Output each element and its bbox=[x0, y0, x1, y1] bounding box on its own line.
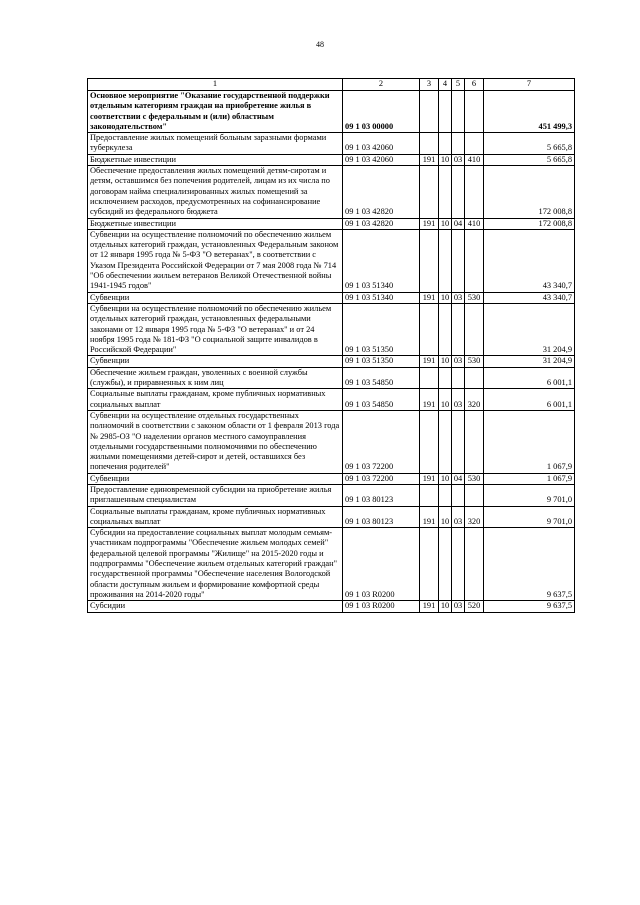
table-row bbox=[88, 218, 575, 229]
row-col3: 191 bbox=[420, 506, 439, 528]
row-col4: 10 bbox=[439, 292, 452, 303]
row-col3: 191 bbox=[420, 356, 439, 367]
row-col3 bbox=[420, 303, 439, 355]
row-col5 bbox=[452, 484, 465, 506]
row-col5: 03 bbox=[452, 292, 465, 303]
row-col4 bbox=[439, 303, 452, 355]
header-col-1: 1 bbox=[88, 79, 343, 91]
row-col4 bbox=[439, 91, 452, 133]
row-name: Субвенции на осуществление отдельных государственных полномочий в соответствии с законом области от 1 февраля 2013 года № 2985-ОЗ "О наделении органов местного самоуправления отдельными государственными полномочиями по обеспечению жилыми помещениями детей-сирот и детей, оставшихся без попечения родителей" bbox=[88, 410, 343, 473]
row-col5: 03 bbox=[452, 389, 465, 411]
row-col6 bbox=[465, 166, 484, 218]
row-col4: 10 bbox=[439, 601, 452, 612]
row-col4: 10 bbox=[439, 506, 452, 528]
row-col6 bbox=[465, 410, 484, 473]
row-col6 bbox=[465, 367, 484, 389]
table-row bbox=[88, 367, 575, 389]
header-col-7: 7 bbox=[484, 79, 575, 91]
header-col-5: 5 bbox=[452, 79, 465, 91]
row-col3 bbox=[420, 166, 439, 218]
row-col4 bbox=[439, 166, 452, 218]
row-col5 bbox=[452, 367, 465, 389]
row-sum: 9 701,0 bbox=[484, 506, 575, 528]
row-sum: 451 499,3 bbox=[484, 91, 575, 133]
row-sum: 9 637,5 bbox=[484, 601, 575, 612]
row-col3 bbox=[420, 367, 439, 389]
row-sum: 6 001,1 bbox=[484, 389, 575, 411]
row-code: 09 1 03 80123 bbox=[343, 484, 420, 506]
row-col6 bbox=[465, 229, 484, 292]
row-col3 bbox=[420, 528, 439, 601]
row-code: 09 1 03 42820 bbox=[343, 166, 420, 218]
row-col3: 191 bbox=[420, 292, 439, 303]
row-col3: 191 bbox=[420, 473, 439, 484]
row-sum: 1 067,9 bbox=[484, 410, 575, 473]
table-row bbox=[88, 356, 575, 367]
row-sum: 172 008,8 bbox=[484, 166, 575, 218]
row-col3 bbox=[420, 410, 439, 473]
row-code: 09 1 03 00000 bbox=[343, 91, 420, 133]
table-row bbox=[88, 389, 575, 411]
row-code: 09 1 03 51340 bbox=[343, 292, 420, 303]
row-col5: 03 bbox=[452, 601, 465, 612]
row-col4 bbox=[439, 133, 452, 155]
row-col4 bbox=[439, 410, 452, 473]
row-sum: 172 008,8 bbox=[484, 218, 575, 229]
row-col6: 530 bbox=[465, 473, 484, 484]
table-row bbox=[88, 410, 575, 473]
row-col5 bbox=[452, 528, 465, 601]
row-col5 bbox=[452, 166, 465, 218]
row-col5: 04 bbox=[452, 218, 465, 229]
row-code: 09 1 03 54850 bbox=[343, 367, 420, 389]
row-col4: 10 bbox=[439, 389, 452, 411]
row-col6: 520 bbox=[465, 601, 484, 612]
row-col6 bbox=[465, 91, 484, 133]
row-sum: 1 067,9 bbox=[484, 473, 575, 484]
row-col5 bbox=[452, 91, 465, 133]
row-col3: 191 bbox=[420, 389, 439, 411]
row-name: Социальные выплаты гражданам, кроме публичных нормативных социальных выплат bbox=[88, 506, 343, 528]
header-col-2: 2 bbox=[343, 79, 420, 91]
row-col4 bbox=[439, 367, 452, 389]
row-col6: 530 bbox=[465, 292, 484, 303]
row-col6 bbox=[465, 484, 484, 506]
page-number: 48 bbox=[316, 40, 324, 49]
row-name: Предоставление единовременной субсидии на приобретение жилья приглашенным специалистам bbox=[88, 484, 343, 506]
row-col5 bbox=[452, 229, 465, 292]
row-sum: 5 665,8 bbox=[484, 133, 575, 155]
table-row bbox=[88, 303, 575, 355]
row-col3 bbox=[420, 229, 439, 292]
row-code: 09 1 03 R0200 bbox=[343, 528, 420, 601]
row-sum: 5 665,8 bbox=[484, 154, 575, 165]
row-sum: 9 637,5 bbox=[484, 528, 575, 601]
table-row bbox=[88, 91, 575, 133]
row-name: Субсидии bbox=[88, 601, 343, 612]
table-row bbox=[88, 229, 575, 292]
row-name: Предоставление жилых помещений больным заразными формами туберкулеза bbox=[88, 133, 343, 155]
row-sum: 6 001,1 bbox=[484, 367, 575, 389]
row-name: Основное мероприятие "Оказание государственной поддержки отдельным категориям граждан на приобретение жилья в соответствии с федеральным и (или) областным законодательством" bbox=[88, 91, 343, 133]
row-code: 09 1 03 51350 bbox=[343, 356, 420, 367]
row-col4 bbox=[439, 528, 452, 601]
row-col5: 04 bbox=[452, 473, 465, 484]
row-col3: 191 bbox=[420, 218, 439, 229]
row-code: 09 1 03 54850 bbox=[343, 389, 420, 411]
row-col4: 10 bbox=[439, 473, 452, 484]
table-row bbox=[88, 166, 575, 218]
header-col-4: 4 bbox=[439, 79, 452, 91]
row-col6 bbox=[465, 303, 484, 355]
row-col4: 10 bbox=[439, 154, 452, 165]
row-sum: 9 701,0 bbox=[484, 484, 575, 506]
row-name: Бюджетные инвестиции bbox=[88, 154, 343, 165]
row-code: 09 1 03 80123 bbox=[343, 506, 420, 528]
row-col6: 530 bbox=[465, 356, 484, 367]
row-col6: 410 bbox=[465, 218, 484, 229]
row-col3: 191 bbox=[420, 154, 439, 165]
table-row bbox=[88, 292, 575, 303]
row-code: 09 1 03 51340 bbox=[343, 229, 420, 292]
row-code: 09 1 03 42820 bbox=[343, 218, 420, 229]
row-col4 bbox=[439, 229, 452, 292]
row-col3 bbox=[420, 484, 439, 506]
row-col6: 320 bbox=[465, 506, 484, 528]
row-col3 bbox=[420, 91, 439, 133]
table-header-row bbox=[88, 79, 575, 91]
row-code: 09 1 03 72200 bbox=[343, 473, 420, 484]
row-col6: 410 bbox=[465, 154, 484, 165]
row-name: Субвенции bbox=[88, 356, 343, 367]
table-row bbox=[88, 473, 575, 484]
row-name: Бюджетные инвестиции bbox=[88, 218, 343, 229]
row-name: Субвенции bbox=[88, 292, 343, 303]
budget-table bbox=[87, 78, 575, 613]
table-row bbox=[88, 601, 575, 612]
row-name: Обеспечение жильем граждан, уволенных с военной службы (службы), и приравненных к ним лиц bbox=[88, 367, 343, 389]
row-code: 09 1 03 51350 bbox=[343, 303, 420, 355]
row-col5: 03 bbox=[452, 356, 465, 367]
row-col6: 320 bbox=[465, 389, 484, 411]
row-name: Субвенции на осуществление полномочий по обеспечению жильем отдельных категорий граждан, установленных федеральными законами от 12 января 1995 года № 5-ФЗ "О ветеранах" и от 24 ноября 1995 года № 181-ФЗ "О социальной защите инвалидов в Российской Федерации" bbox=[88, 303, 343, 355]
row-code: 09 1 03 72200 bbox=[343, 410, 420, 473]
row-name: Субсидии на предоставление социальных выплат молодым семьям-участникам подпрограммы "Обеспечение жильем молодых семей" федеральной целевой программы "Жилище" на 2015-2020 годы и подпрограммы "Обеспечение жильем отдельных категорий граждан" государственной программы "Обеспечение населения Вологодской области доступным жильем и формирование комфортной среды проживания на 2014-2020 годы" bbox=[88, 528, 343, 601]
row-name: Обеспечение предоставления жилых помещений детям-сиротам и детям, оставшимся без попечения родителей, лицам из их числа по договорам найма специализированных жилых помещений за исключением расходов, предусмотренных на софинансирование субсидий из федерального бюджета bbox=[88, 166, 343, 218]
row-col4 bbox=[439, 484, 452, 506]
table-row bbox=[88, 484, 575, 506]
row-sum: 31 204,9 bbox=[484, 303, 575, 355]
row-col5 bbox=[452, 133, 465, 155]
row-col4: 10 bbox=[439, 218, 452, 229]
table-row bbox=[88, 506, 575, 528]
row-sum: 43 340,7 bbox=[484, 229, 575, 292]
row-name: Субвенции на осуществление полномочий по обеспечению жильем отдельных категорий граждан, установленных Федеральным законом от 12 января 1995 года № 5-ФЗ "О ветеранах", в соответствии с Указом Президента Российской Федерации от 7 мая 2008 года № 714 "Об обеспечении жильем ветеранов Великой Отечественной войны 1941-1945 годов" bbox=[88, 229, 343, 292]
row-code: 09 1 03 42060 bbox=[343, 133, 420, 155]
row-name: Субвенции bbox=[88, 473, 343, 484]
table-row bbox=[88, 528, 575, 601]
row-code: 09 1 03 R0200 bbox=[343, 601, 420, 612]
row-col5 bbox=[452, 303, 465, 355]
row-col3 bbox=[420, 133, 439, 155]
row-col3: 191 bbox=[420, 601, 439, 612]
row-sum: 31 204,9 bbox=[484, 356, 575, 367]
table-row bbox=[88, 133, 575, 155]
row-code: 09 1 03 42060 bbox=[343, 154, 420, 165]
row-col6 bbox=[465, 528, 484, 601]
header-col-6: 6 bbox=[465, 79, 484, 91]
row-name: Социальные выплаты гражданам, кроме публичных нормативных социальных выплат bbox=[88, 389, 343, 411]
row-col4: 10 bbox=[439, 356, 452, 367]
header-col-3: 3 bbox=[420, 79, 439, 91]
row-col5: 03 bbox=[452, 154, 465, 165]
row-sum: 43 340,7 bbox=[484, 292, 575, 303]
row-col5: 03 bbox=[452, 506, 465, 528]
row-col6 bbox=[465, 133, 484, 155]
table-row bbox=[88, 154, 575, 165]
row-col5 bbox=[452, 410, 465, 473]
